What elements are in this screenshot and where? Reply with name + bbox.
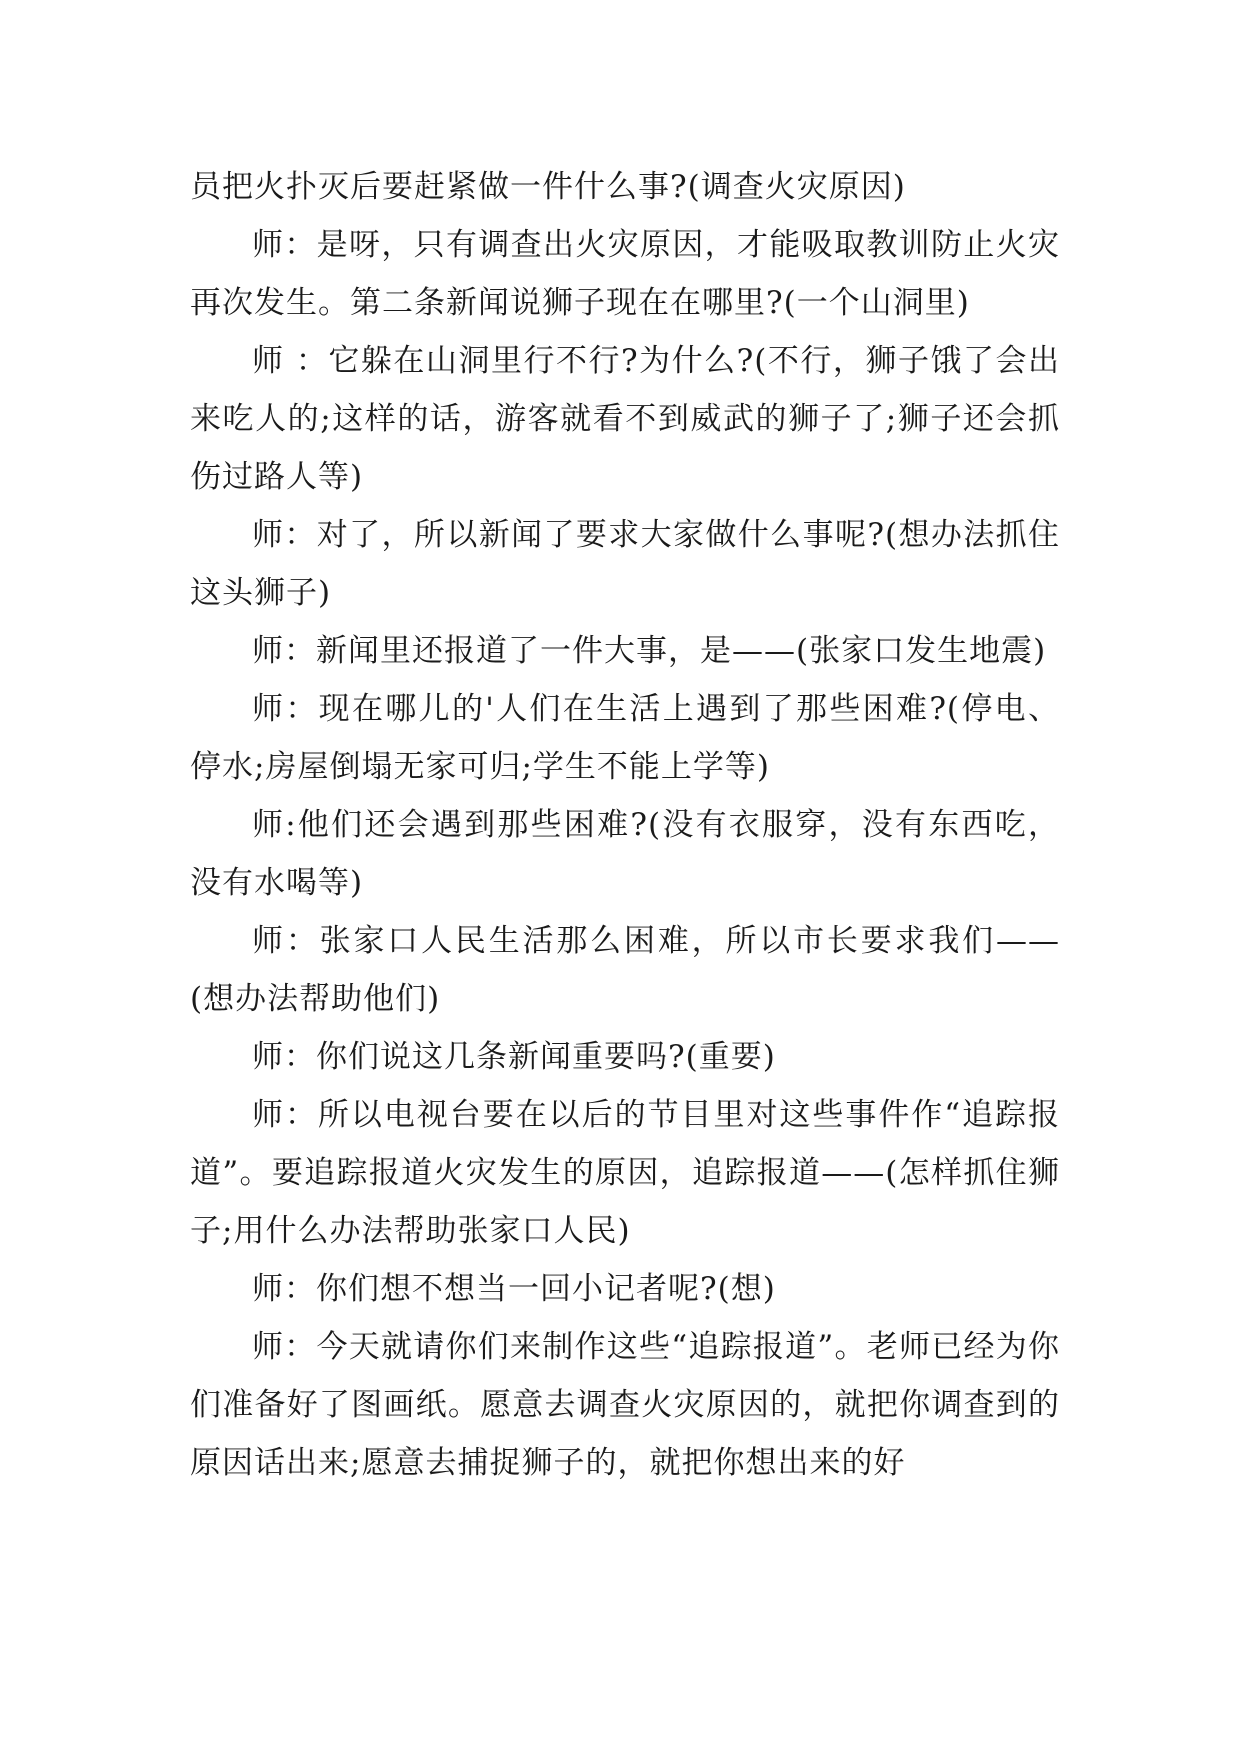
document-body [190, 158, 1060, 1492]
paragraph-4: 师：对了，所以新闻了要求大家做什么事呢?(想办法抓住这头狮子) [190, 517, 1060, 611]
paragraph-8: 师：张家口人民生活那么困难，所以市长要求我们——(想办法帮助他们) [190, 923, 1060, 1017]
paragraph-5: 师：新闻里还报道了一件大事，是——(张家口发生地震) [252, 633, 1047, 669]
paragraph-10: 师：所以电视台要在以后的节目里对这些事件作“追踪报道”。要追踪报道火灾发生的原因，追踪报道——(怎样抓住狮子;用什么办法帮助张家口人民) [190, 1097, 1060, 1249]
paragraph-7: 师:他们还会遇到那些困难?(没有衣服穿，没有东西吃，没有水喝等) [190, 807, 1060, 901]
paragraph-12: 师：今天就请你们来制作这些“追踪报道”。老师已经为你们准备好了图画纸。愿意去调查火灾原因的，就把你调查到的原因话出来;愿意去捕捉狮子的，就把你想出来的好 [190, 1329, 1060, 1481]
paragraph-1: 员把火扑灭后要赶紧做一件什么事?(调查火灾原因) [190, 169, 906, 205]
paragraph-11: 师：你们想不想当一回小记者呢?(想) [252, 1271, 776, 1307]
paragraph-9: 师：你们说这几条新闻重要吗?(重要) [252, 1039, 776, 1075]
paragraph-3: 师 ：它躲在山洞里行不行?为什么?(不行，狮子饿了会出来吃人的;这样的话，游客就看不到威武的狮子了;狮子还会抓伤过路人等) [190, 343, 1060, 495]
paragraph-2: 师：是呀，只有调查出火灾原因，才能吸取教训防止火灾再次发生。第二条新闻说狮子现在在哪里?(一个山洞里) [190, 227, 1060, 321]
paragraph-6: 师：现在哪儿的'人们在生活上遇到了那些困难?(停电、停水;房屋倒塌无家可归;学生不能上学等) [190, 691, 1060, 785]
